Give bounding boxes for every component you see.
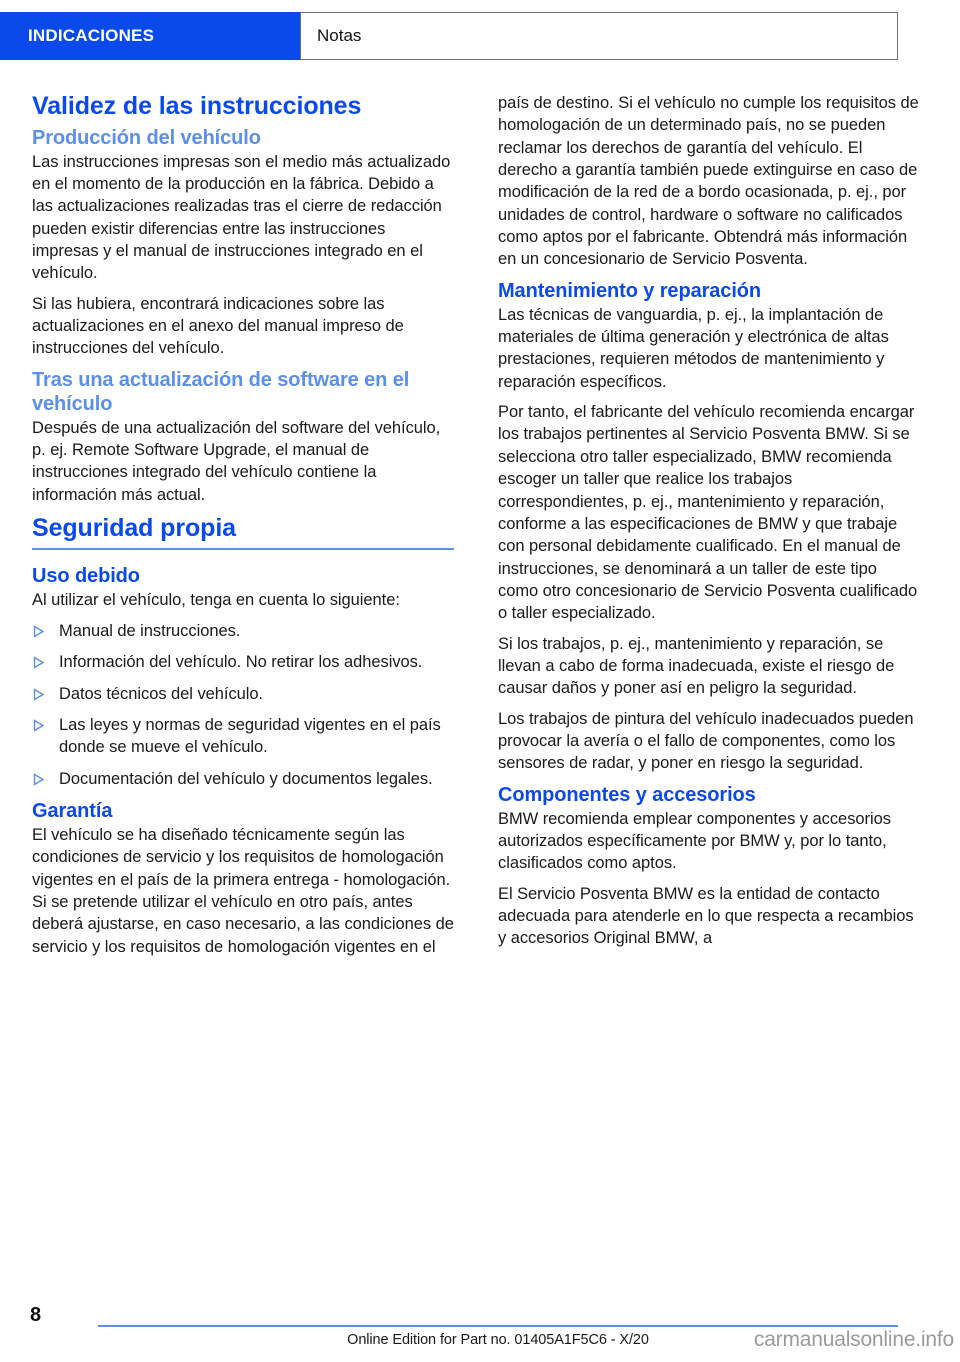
list-item-label: Información del vehículo. No retirar los adhesivos. (59, 653, 423, 672)
paragraph: Los trabajos de pintura del vehículo inadecuados pueden provocar la avería o el fallo de componentes, como los sensores de radar, y poner en riesgo la seguridad. (498, 709, 914, 773)
footer-divider (98, 1325, 898, 1327)
paragraph: Las técnicas de vanguardia, p. ej., la implantación de materiales de última generación y electrónica de altas prestaciones, requieren métodos de mantenimiento y reparación específicos. (498, 305, 889, 391)
uso-debido-bullet-list (32, 620, 454, 790)
heading-tras-actualizacion-software: Tras una actualización de software en el vehículo (32, 368, 410, 415)
heading-componentes-y-accesorios: Componentes y accesorios (498, 783, 756, 806)
triangle-right-icon (32, 625, 45, 638)
triangle-right-icon (32, 656, 45, 669)
paragraph-continuation: país de destino. Si el vehículo no cumple los requisitos de homologación de un determinado país, no se pueden reclamar los derechos de garantía del vehículo. El derecho a garantía también puede extinguirse en caso de modificación de la red de a bordo ocasionada, p. ej., por unidades de control, hardware o software no calificados como aptos por el fabricante. Obtendrá más información en un concesionario de Servicio Posventa. (498, 94, 919, 269)
triangle-right-icon (32, 773, 45, 786)
triangle-right-icon (32, 719, 45, 732)
list-item-label: Manual de instrucciones. (59, 621, 241, 640)
list-item (32, 620, 454, 642)
list-item (32, 683, 454, 705)
header-section-label: Notas (317, 26, 362, 45)
page-body (0, 92, 960, 958)
paragraph: Si los trabajos, p. ej., mantenimiento y reparación, se llevan a cabo de forma inadecuada, existe el riesgo de causar daños y poner así en peligro la seguridad. (498, 634, 895, 698)
left-column (32, 92, 454, 958)
heading-garantia: Garantía (32, 799, 113, 822)
heading-mantenimiento-y-reparacion: Mantenimiento y reparación (498, 279, 762, 302)
paragraph: Si las hubiera, encontrará indicaciones sobre las actualizaciones en el anexo del manual impreso de instrucciones del vehículo. (32, 294, 404, 358)
chapter-title-seguridad-propia: Seguridad propia (32, 514, 454, 551)
header-section-tab (300, 12, 898, 60)
list-item-label: Datos técnicos del vehículo. (59, 684, 264, 703)
footer-edition-text: Online Edition for Part no. 01405A1F5C6 - X/20 (347, 1332, 649, 1348)
page-header (0, 12, 898, 60)
header-chapter-tab (0, 12, 300, 60)
paragraph: Las instrucciones impresas son el medio más actualizado en el momento de la producción en la fábrica. Debido a las actualizaciones realizadas tras el cierre de redacción pueden existir diferencias entre las instrucciones impresas y el manual de instrucciones integrado en el vehículo. (32, 152, 451, 283)
watermark-text: carmanualsonline.info (753, 1328, 954, 1351)
triangle-right-icon (32, 688, 45, 701)
chapter-title-validez: Validez de las instrucciones (32, 92, 362, 120)
right-column (498, 92, 920, 950)
page-footer (0, 1296, 960, 1362)
paragraph: Después de una actualización del software del vehículo, p. ej. Remote Software Upgrade, el manual de instrucciones integrado del vehículo contiene la información más actual. (32, 418, 441, 504)
list-item-label: Las leyes y normas de seguridad vigentes en el país donde se mueve el vehículo. (59, 715, 441, 757)
header-chapter-label: INDICACIONES (28, 26, 155, 45)
page-number: 8 (30, 1304, 42, 1326)
heading-uso-debido: Uso debido (32, 565, 140, 588)
paragraph: El vehículo se ha diseñado técnicamente según las condiciones de servicio y los requisitos de homologación vigentes en el país de la primera entrega - homologación. Si se pretende utilizar el vehículo en otro país, antes deberá ajustarse, en caso necesario, a las condiciones de servicio y los requisitos de homologación vigentes en el (32, 825, 454, 956)
list-item (32, 714, 454, 759)
paragraph: El Servicio Posventa BMW es la entidad de contacto adecuada para atenderle en lo que respecta a recambios y accesorios Original BMW, a (498, 884, 914, 948)
list-item (32, 768, 454, 790)
paragraph: Por tanto, el fabricante del vehículo recomienda encargar los trabajos pertinentes al Servicio Posventa BMW. Si se selecciona otro taller especializado, BMW recomienda escoger un taller que realice los trabajos correspondientes, p. ej., mantenimiento y reparación, conforme a las especificaciones de BMW y que trabaje con personal debidamente cualificado. En el manual de instrucciones, se denominará a un taller de este tipo como otro concesionario de Servicio Posventa cualificado o taller especializado. (498, 403, 918, 623)
list-item-label: Documentación del vehículo y documentos legales. (59, 769, 433, 788)
paragraph: BMW recomienda emplear componentes y accesorios autorizados específicamente por BMW y, por lo tanto, clasificados como aptos. (498, 809, 891, 873)
two-column-layout (0, 92, 960, 958)
paragraph: Al utilizar el vehículo, tenga en cuenta lo siguiente: (32, 591, 400, 610)
list-item (32, 651, 454, 673)
heading-produccion-del-vehiculo: Producción del vehículo (32, 126, 261, 149)
